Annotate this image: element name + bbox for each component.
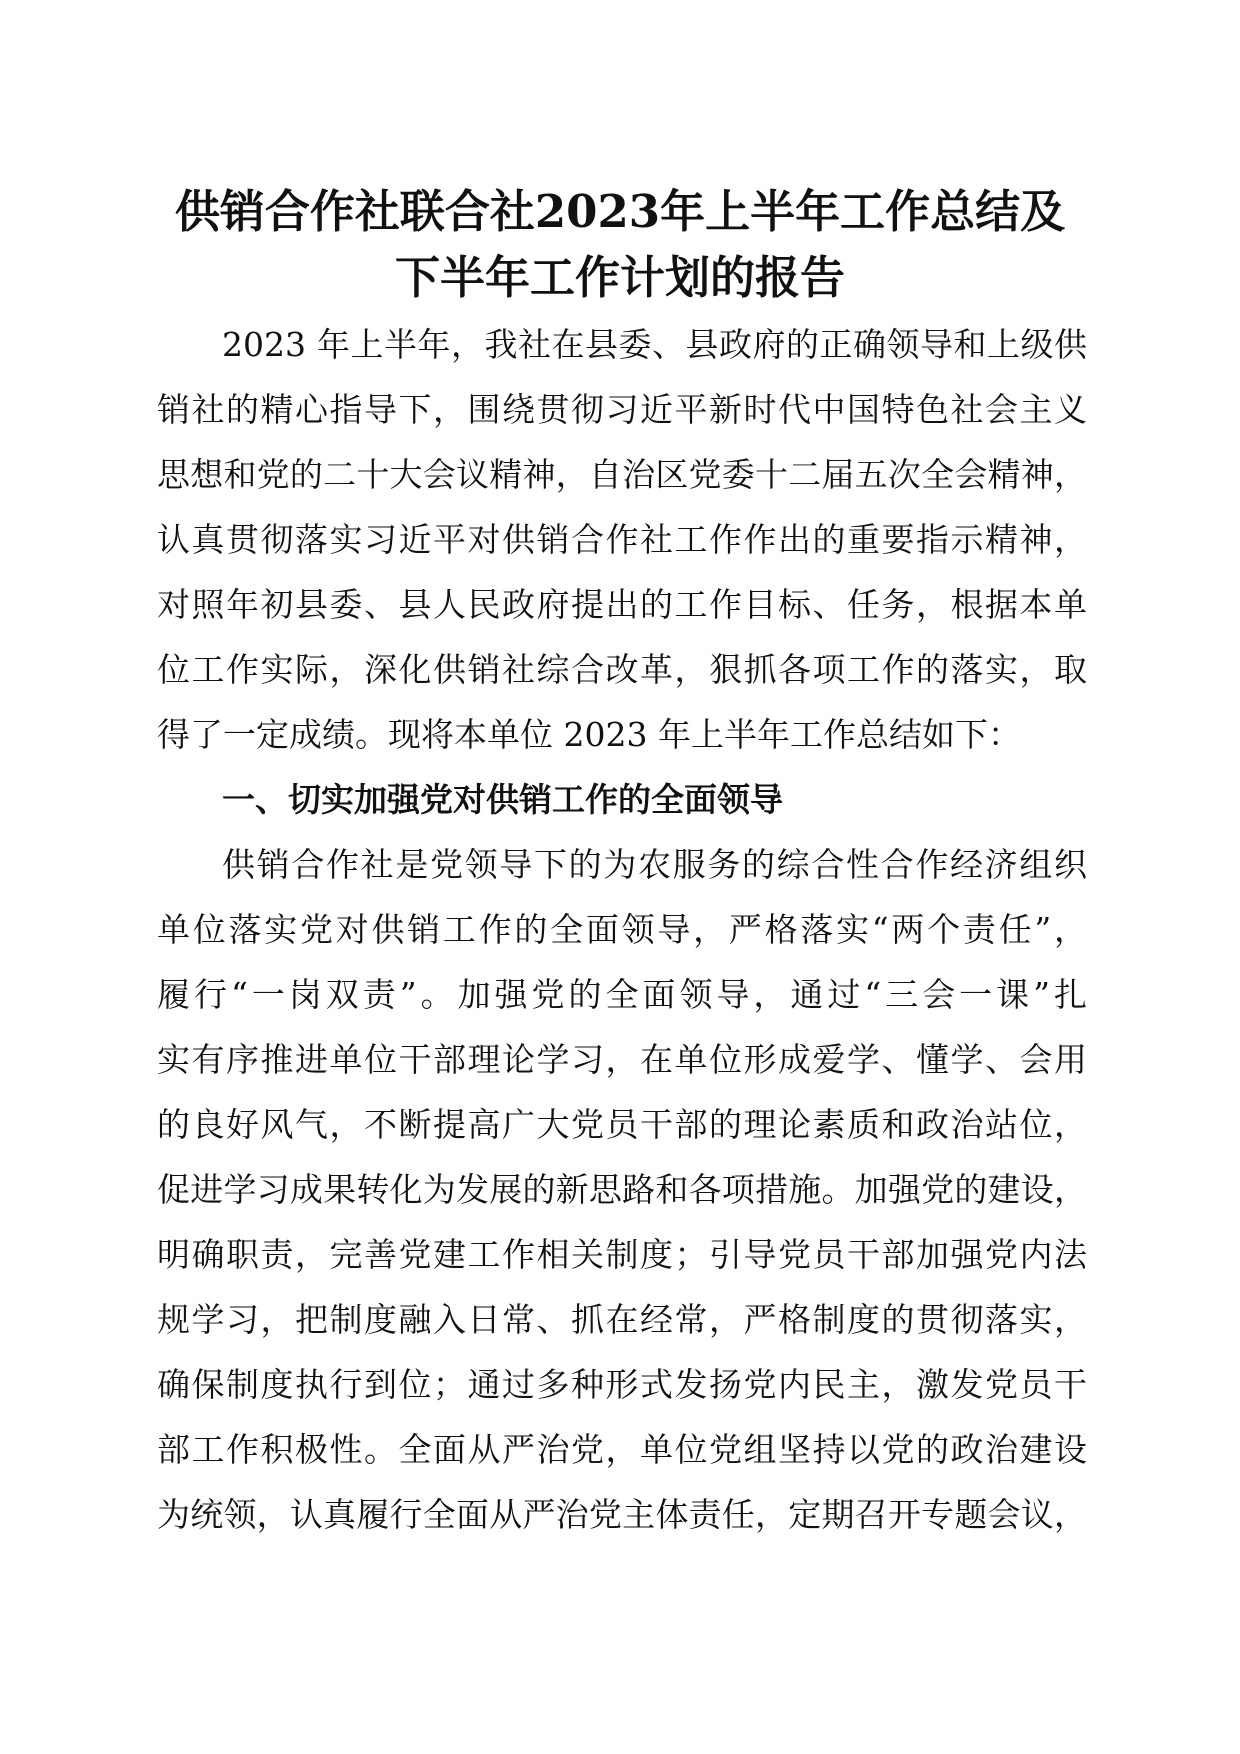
section-heading: 一、切实加强党对供销工作的全面领导 — [222, 780, 783, 819]
section-paragraph-line: 为统领，认真履行全面从严治党主体责任，定期召开专题会议， — [157, 1495, 1087, 1534]
intro-paragraph-line: 对照年初县委、县人民政府提出的工作目标、任务，根据本单 — [157, 585, 1087, 624]
intro-paragraph-line: 位工作实际，深化供销社综合改革，狠抓各项工作的落实，取 — [157, 650, 1087, 689]
section-paragraph-line: 规学习，把制度融入日常、抓在经常，严格制度的贯彻落实， — [157, 1300, 1087, 1339]
document-title-line-2: 下半年工作计划的报告 — [394, 251, 845, 304]
section-paragraph-line: 促进学习成果转化为发展的新思路和各项措施。加强党的建设， — [157, 1170, 1087, 1209]
section-paragraph-line: 部工作积极性。全面从严治党，单位党组坚持以党的政治建设 — [157, 1430, 1087, 1469]
section-paragraph-line: 明确职责，完善党建工作相关制度；引导党员干部加强党内法 — [157, 1235, 1087, 1274]
section-paragraph-line: 的良好风气，不断提高广大党员干部的理论素质和政治站位， — [157, 1105, 1087, 1144]
intro-paragraph-line: 销社的精心指导下，围绕贯彻习近平新时代中国特色社会主义 — [157, 390, 1087, 429]
intro-paragraph-line: 思想和党的二十大会议精神，自治区党委十二届五次全会精神， — [157, 455, 1087, 494]
intro-paragraph-line: 2023 年上半年，我社在县委、县政府的正确领导和上级供 — [222, 325, 1087, 364]
intro-paragraph-line: 得了一定成绩。现将本单位 2023 年上半年工作总结如下： — [157, 715, 1021, 754]
section-paragraph-line: 履行“一岗双责”。加强党的全面领导，通过“三会一课”扎 — [157, 975, 1087, 1014]
section-paragraph-line: 单位落实党对供销工作的全面领导，严格落实“两个责任”， — [157, 910, 1087, 949]
intro-paragraph-line: 认真贯彻落实习近平对供销合作社工作作出的重要指示精神， — [157, 520, 1087, 559]
section-paragraph-line: 实有序推进单位干部理论学习，在单位形成爱学、懂学、会用 — [157, 1040, 1087, 1079]
section-paragraph-line: 确保制度执行到位；通过多种形式发扬党内民主，激发党员干 — [157, 1365, 1087, 1404]
document-title-line-1: 供销合作社联合社2023年上半年工作总结及 — [174, 185, 1066, 238]
section-paragraph-line: 供销合作社是党领导下的为农服务的综合性合作经济组织 — [222, 845, 1087, 884]
